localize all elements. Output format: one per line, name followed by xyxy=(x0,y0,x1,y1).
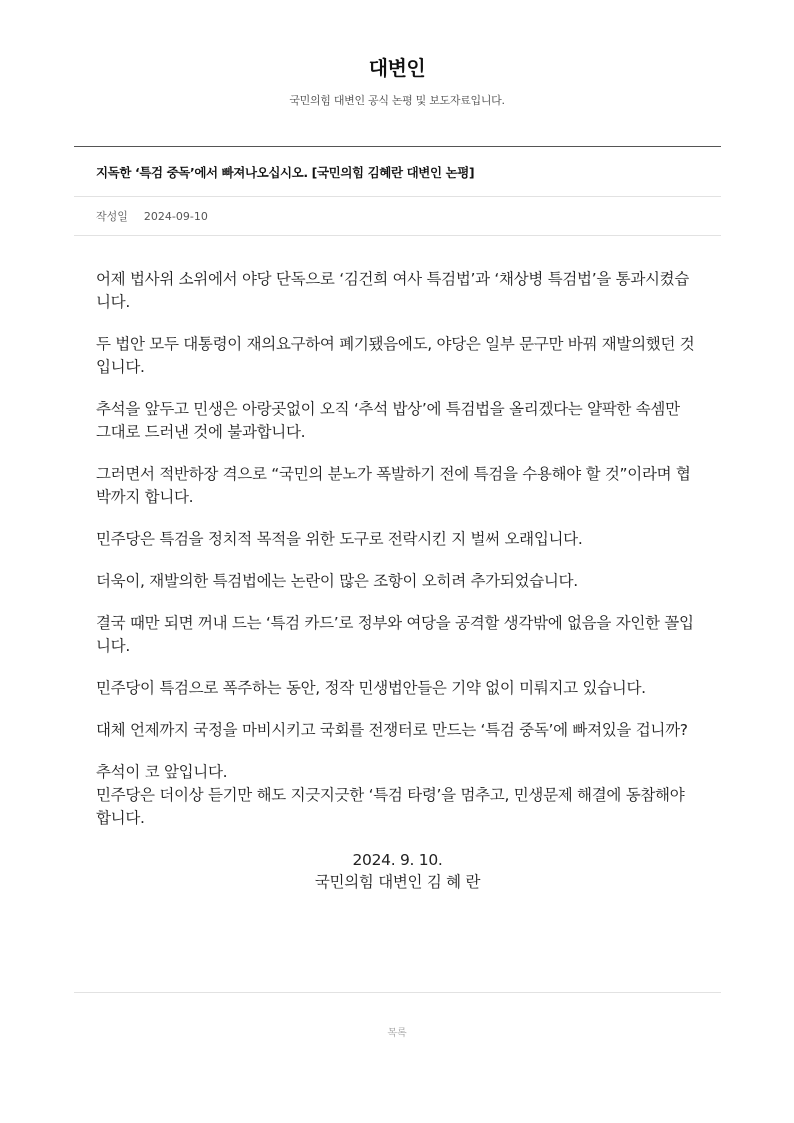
body-paragraph: 더욱이, 재발의한 특검법에는 논란이 많은 조항이 오히려 추가되었습니다. xyxy=(96,572,578,590)
body-paragraph: 어제 법사위 소위에서 야당 단독으로 ‘김건희 여사 특검법’과 ‘채상병 특검법’을 통과시켰습니다. xyxy=(96,270,690,311)
site-description: 국민의힘 대변인 공식 논평 및 보도자료입니다. xyxy=(289,94,505,107)
body-paragraph: 대체 언제까지 국정을 마비시키고 국회를 전쟁터로 만드는 ‘특검 중독’에 빠져있을 겁니까? xyxy=(96,721,688,739)
body-paragraph: 추석을 앞두고 민생은 아랑곳없이 오직 ‘추석 밥상’에 특검법을 올리겠다는 얄팍한 속셈만 그대로 드러낸 것에 불과합니다. xyxy=(96,400,680,441)
post-meta xyxy=(74,197,721,236)
body-paragraph: 민주당은 더이상 듣기만 해도 지긋지긋한 ‘특검 타령’을 멈추고, 민생문제 해결에 동참해야 합니다. xyxy=(96,786,685,827)
post xyxy=(74,146,721,893)
list-button[interactable]: 목록 xyxy=(387,1028,407,1039)
post-title: 지독한 ‘특검 중독’에서 빠져나오십시오. [국민의힘 김혜란 대변인 논평] xyxy=(96,164,475,180)
body-paragraph: 결국 때만 되면 꺼내 드는 ‘특검 카드’로 정부와 여당을 공격할 생각밖에 없음을 자인한 꼴입니다. xyxy=(96,614,694,655)
signature xyxy=(96,849,699,893)
signature-date: 2024. 9. 10. xyxy=(352,851,443,869)
footer-divider xyxy=(74,992,721,993)
post-date: 2024-09-10 xyxy=(143,209,208,223)
signature-name: 국민의힘 대변인 김 혜 란 xyxy=(314,873,481,891)
site-title: 대변인 xyxy=(368,56,426,80)
body-paragraph: 민주당이 특검으로 폭주하는 동안, 정작 민생법안들은 기약 없이 미뤄지고 있습니다. xyxy=(96,679,646,697)
post-body xyxy=(74,236,721,893)
post-title-row xyxy=(74,146,721,197)
site-header xyxy=(0,0,794,147)
date-label: 작성일 xyxy=(96,210,128,223)
body-paragraph: 민주당은 특검을 정치적 목적을 위한 도구로 전락시킨 지 벌써 오래입니다. xyxy=(96,530,583,548)
body-paragraph: 그러면서 적반하장 격으로 “국민의 분노가 폭발하기 전에 특검을 수용해야 할 것”이라며 협박까지 합니다. xyxy=(96,465,691,506)
body-paragraph: 추석이 코 앞입니다. xyxy=(96,763,228,781)
body-paragraph: 두 법안 모두 대통령이 재의요구하여 폐기됐음에도, 야당은 일부 문구만 바꿔 재발의했던 것입니다. xyxy=(96,335,695,376)
